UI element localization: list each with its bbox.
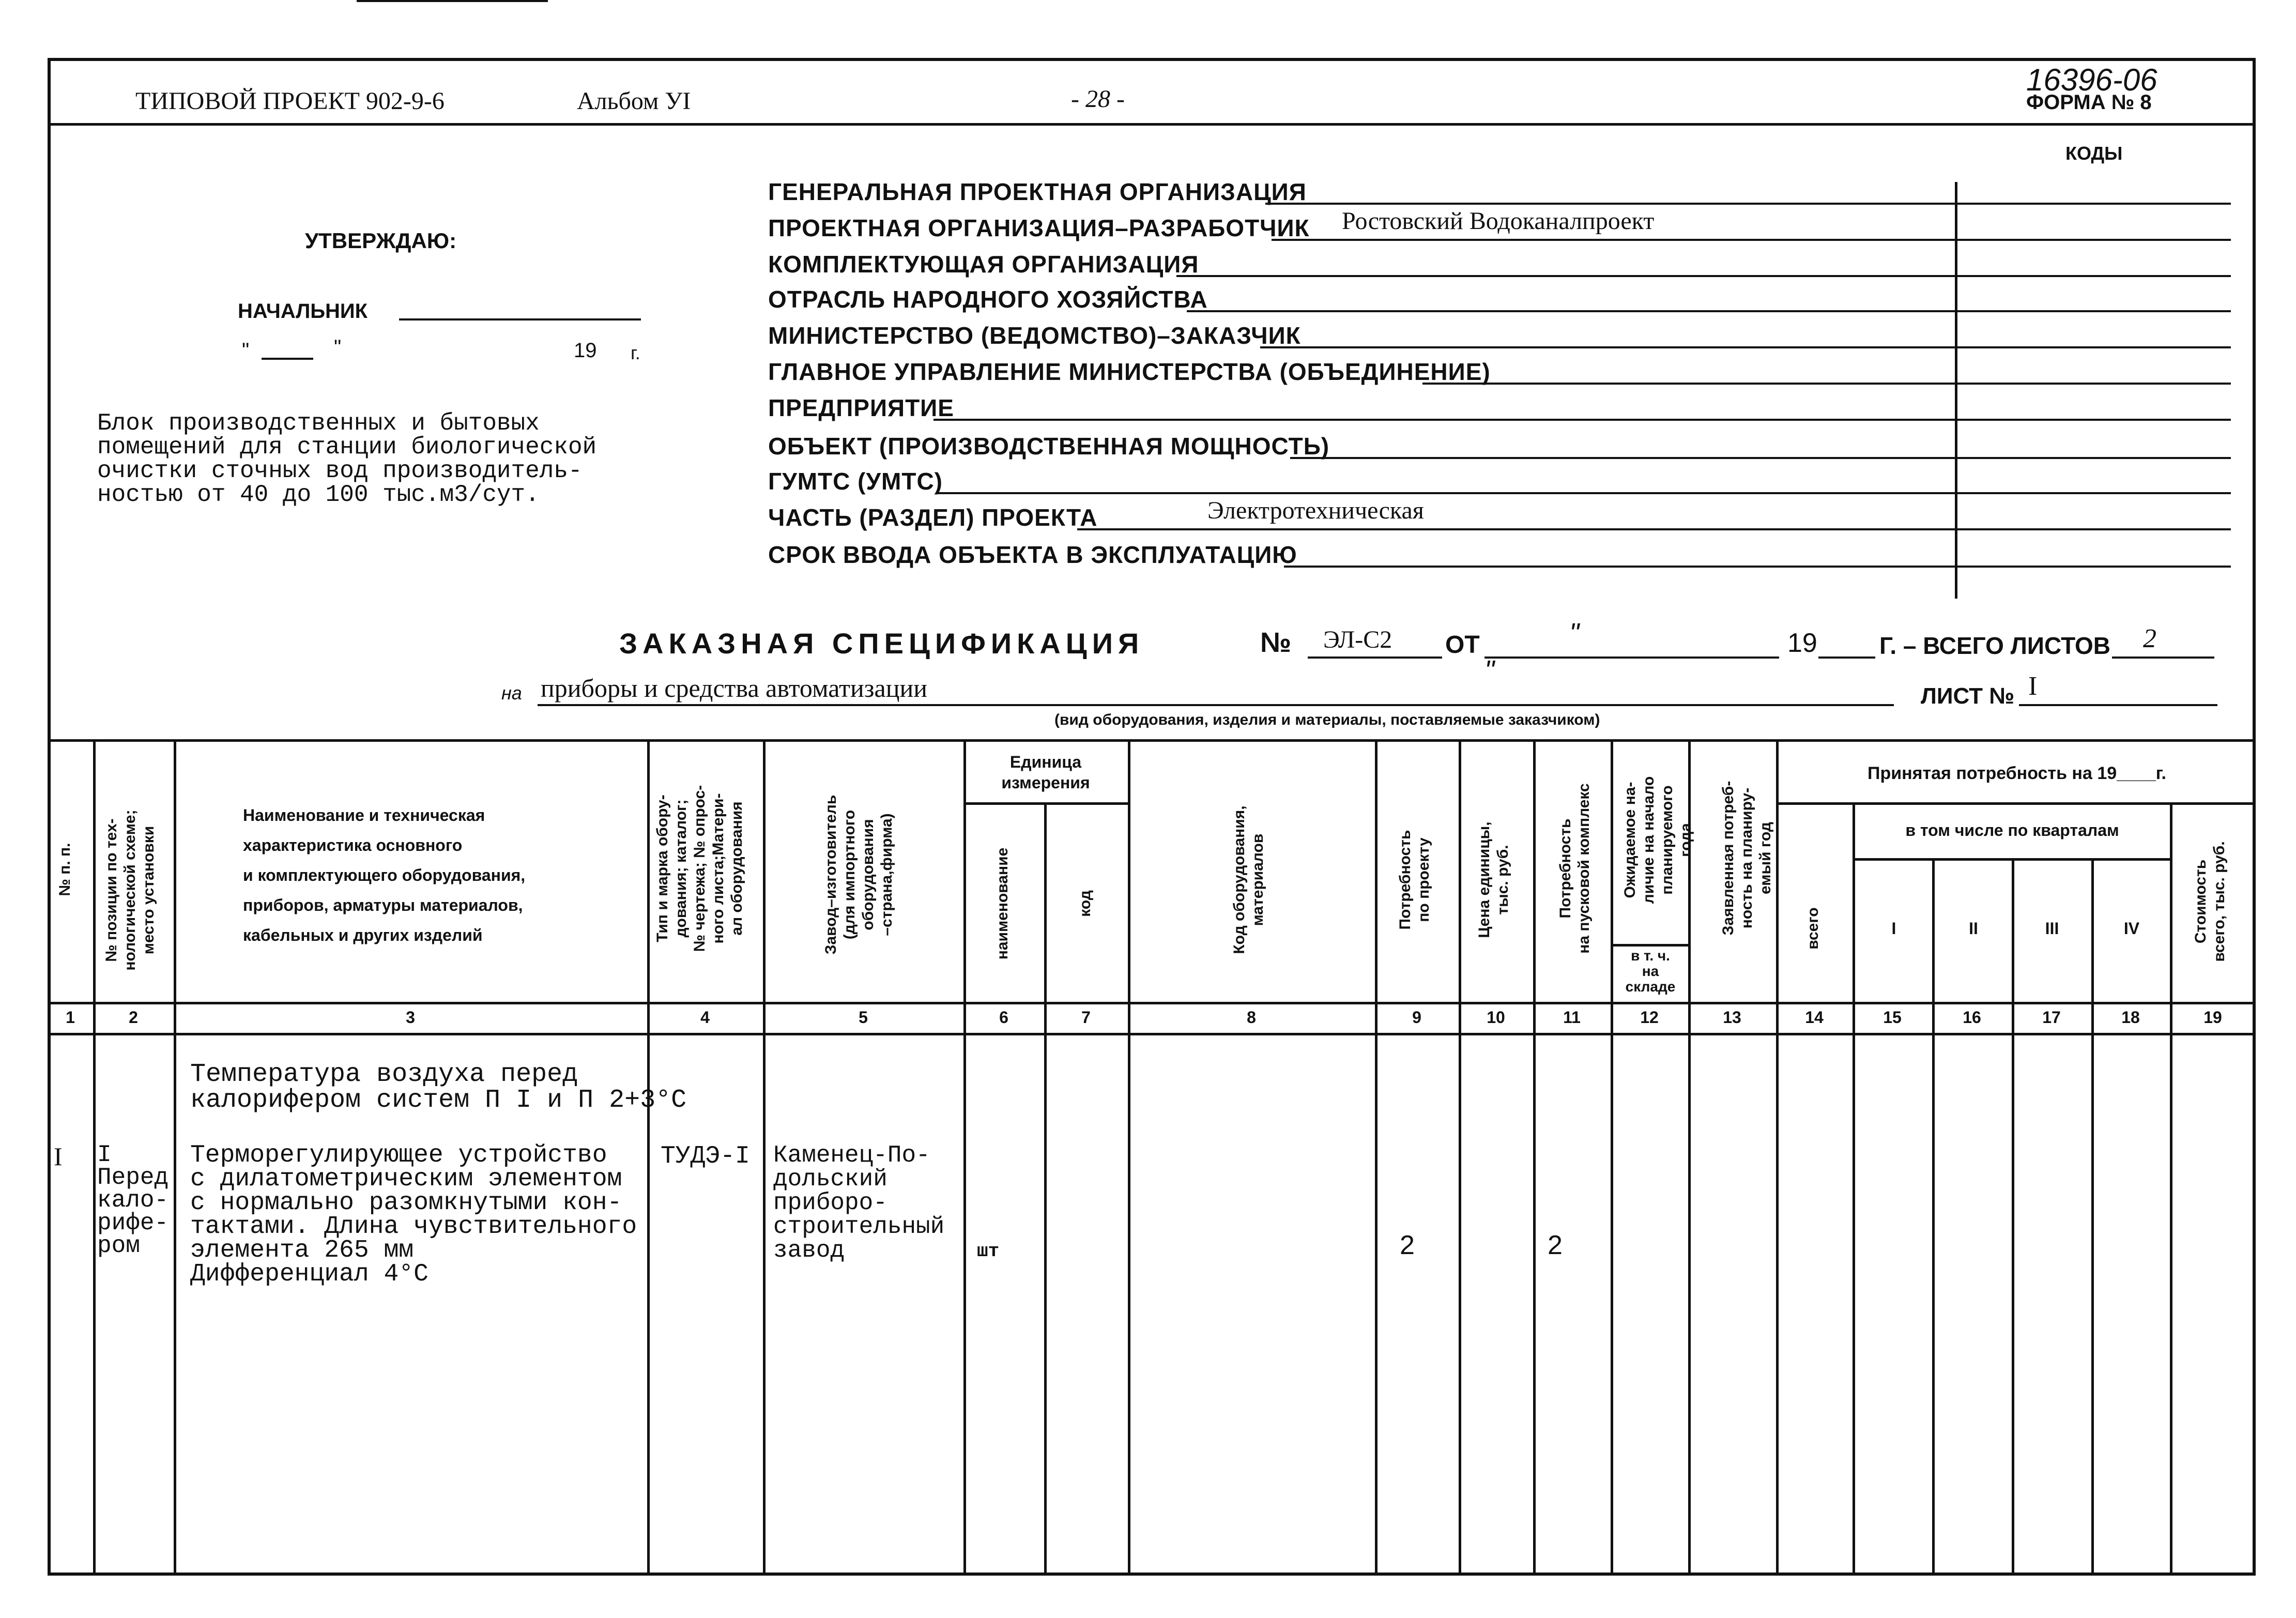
col-line-2 [174, 739, 176, 1576]
spec-number-line [1308, 657, 1442, 659]
field-gumts-line [938, 492, 2231, 494]
col-line-18 [2170, 802, 2172, 1576]
colnum-1: 1 [66, 1008, 75, 1027]
col-line-3 [647, 739, 650, 1576]
row-maker: Каменец-По- дольский приборо- строительный завод [773, 1142, 945, 1264]
header-cost: Стоимость всего, тыс. руб. [2192, 841, 2228, 962]
header-unit-name: наименование [994, 847, 1011, 960]
header-in-stock: в т. ч. на складе [1625, 948, 1676, 995]
spec-subcaption: (вид оборудования, изделия и материалы, поставляемые заказчиком) [1054, 711, 1600, 728]
spec-year: 19 [1787, 628, 1817, 658]
row-need: 2 [1400, 1230, 1415, 1260]
col-line-16 [2012, 858, 2014, 1576]
col-line-10 [1533, 739, 1536, 1576]
field-part-line [1077, 528, 2231, 530]
field-completing-org-label: КОМПЛЕКТУЮЩАЯ ОРГАНИЗАЦИЯ [768, 251, 1199, 278]
album-label: Альбом УI [577, 87, 691, 115]
top-bar-divider [48, 123, 2256, 126]
header-need: Потребность по проекту [1397, 830, 1432, 930]
col-line-9 [1459, 739, 1461, 1576]
col-line-1 [93, 739, 96, 1576]
colnum-14: 14 [1805, 1008, 1824, 1027]
codes-label: КОДЫ [2065, 143, 2123, 164]
spec-number-value: ЭЛ-С2 [1323, 626, 1392, 653]
spec-number-label: № [1260, 627, 1292, 658]
document-number: 16396-06 [2026, 63, 2157, 97]
table-header-bottom [48, 1002, 2256, 1004]
spec-sheet-line [2019, 704, 2217, 706]
spec-total-sheets-line [2112, 657, 2214, 659]
colnum-8: 8 [1247, 1008, 1256, 1027]
field-commissioning-line [1284, 566, 2231, 568]
date-year-suffix: г. [631, 342, 640, 363]
date-month-line [357, 0, 548, 2]
spec-sheet-value: I [2028, 671, 2038, 701]
group-heading: Температура воздуха перед калорифером систем П I и П 2+3°С [190, 1060, 687, 1115]
chief-signature-line [399, 318, 641, 320]
colnum-16: 16 [1963, 1008, 1981, 1027]
row-number: I [54, 1142, 63, 1171]
header-declared: Заявленная потреб- ность на планиру- емый год [1720, 781, 1774, 936]
accepted-header-sub [1776, 802, 2256, 805]
field-object-line [1290, 457, 2231, 459]
field-general-org-label: ГЕНЕРАЛЬНАЯ ПРОЕКТНАЯ ОРГАНИЗАЦИЯ [768, 178, 1307, 205]
spec-from-label: ОТ [1445, 631, 1480, 659]
spec-title: ЗАКАЗНАЯ СПЕЦИФИКАЦИЯ [619, 627, 1144, 660]
row-position: I Перед кало- рифе- ром [97, 1141, 169, 1259]
project-title: ТИПОВОЙ ПРОЕКТ 902-9-6 [135, 87, 445, 115]
field-object-label: ОБЪЕКТ (ПРОИЗВОДСТВЕННАЯ МОЩНОСТЬ) [768, 433, 1330, 460]
table-colnum-bottom [48, 1033, 2256, 1035]
col-line-4 [763, 739, 766, 1576]
col-line-7 [1128, 739, 1130, 1576]
colnum-15: 15 [1883, 1008, 1902, 1027]
field-general-org-line [1265, 203, 2231, 205]
header-position: № позиции по тех- нологической схеме; место установки [103, 810, 157, 971]
header-q4: IV [2123, 919, 2140, 938]
date-quote-close: " [334, 336, 342, 359]
row-type: ТУДЭ-I [661, 1142, 750, 1170]
colnum-6: 6 [999, 1008, 1008, 1027]
field-completing-org-line [1176, 275, 2231, 277]
field-ministry-line [1260, 346, 2231, 348]
col-line-5 [963, 739, 966, 1576]
col-line-11 [1611, 739, 1613, 1576]
field-enterprise-line [933, 419, 2231, 421]
field-developer-org-line [1272, 239, 2231, 241]
col-line-15 [1932, 858, 1935, 1576]
row-unit: шт [977, 1241, 1000, 1262]
spec-date-line [1484, 657, 1779, 659]
colnum-5: 5 [859, 1008, 868, 1027]
row-start-need: 2 [1548, 1230, 1563, 1260]
spec-year-line [1818, 657, 1875, 659]
colnum-12: 12 [1640, 1008, 1659, 1027]
header-q1: I [1891, 919, 1896, 938]
field-enterprise-label: ПРЕДПРИЯТИЕ [768, 394, 954, 421]
header-expected: Ожидаемое на- личие на начало планируемого года [1621, 776, 1694, 904]
header-start-need: Потребность на пусковой комплекс [1557, 783, 1593, 954]
spec-date-quote-close: " [1484, 655, 1495, 686]
colnum-13: 13 [1723, 1008, 1741, 1027]
spec-on-label: на [501, 682, 522, 704]
header-total: всего [1804, 907, 1822, 950]
spec-equipment-line [538, 704, 1894, 706]
header-maker: Завод–изготовитель (для импортного оборудования –страна,фирма) [822, 795, 895, 955]
header-q2: II [1969, 919, 1978, 938]
field-commissioning-label: СРОК ВВОДА ОБЪЕКТА В ЭКСПЛУАТАЦИЮ [768, 541, 1297, 568]
field-industry-label: ОТРАСЛЬ НАРОДНОГО ХОЗЯЙСТВА [768, 286, 1208, 313]
date-quote-open: " [242, 339, 250, 362]
codes-divider [1955, 182, 1957, 599]
object-description: Блок производственных и бытовых помещений для станции биологической очистки сточных вод производитель- ностью от 40 до 100 тыс.м3/сут. [97, 410, 597, 508]
colnum-10: 10 [1487, 1008, 1505, 1027]
col-line-17 [2091, 858, 2094, 1576]
row-name: Терморегулирующее устройство с дилатометрическим элементом с нормально разомкнутыми кон- тактами. Длина чувствительного элемента 265 мм Дифференциал 4°С [190, 1141, 637, 1288]
colnum-17: 17 [2042, 1008, 2061, 1027]
header-accepted: Принятая потребность на 19____г. [1868, 764, 2166, 783]
field-industry-line [1187, 310, 2231, 312]
col-line-14 [1853, 802, 1855, 1576]
approval-label: УТВЕРЖДАЮ: [305, 228, 457, 253]
spec-date-quote-open: " [1569, 618, 1580, 649]
header-quarters: в том числе по кварталам [1905, 821, 2119, 839]
header-type: Тип и марка обору- дования; каталог; № чертежа; № опрос- ного листа;Матери- ал оборудования [654, 785, 745, 952]
field-part-value: Электротехническая [1207, 497, 1424, 524]
colnum-19: 19 [2203, 1008, 2222, 1027]
field-developer-org-value: Ростовский Водоканалпроект [1342, 207, 1655, 235]
colnum-18: 18 [2121, 1008, 2140, 1027]
page-number: - 28 - [1071, 85, 1125, 113]
header-equipment-code: Код оборудования, материалов [1231, 805, 1266, 954]
col-line-8 [1375, 739, 1377, 1576]
header-price: Цена единицы, тыс. руб. [1476, 821, 1511, 938]
header-unit: Единица измерения [1001, 753, 1090, 792]
spec-total-sheets-value: 2 [2143, 624, 2156, 653]
colnum-9: 9 [1412, 1008, 1421, 1027]
spec-total-sheets-label: Г. – ВСЕГО ЛИСТОВ [1879, 632, 2111, 659]
col-line-6 [1044, 802, 1047, 1576]
field-gumts-label: ГУМТС (УМТС) [768, 468, 943, 495]
header-row-number: № п. п. [56, 843, 73, 896]
field-developer-org-label: ПРОЕКТНАЯ ОРГАНИЗАЦИЯ–РАЗРАБОТЧИК [768, 215, 1310, 241]
header-unit-code: код [1077, 890, 1094, 917]
form-number: ФОРМА № 8 [2026, 91, 2152, 114]
colnum-7: 7 [1081, 1008, 1091, 1027]
quarters-header-sub [1853, 858, 2170, 861]
field-ministry-label: МИНИСТЕРСТВО (ВЕДОМСТВО)–ЗАКАЗЧИК [768, 322, 1301, 349]
colnum-2: 2 [129, 1008, 138, 1027]
spec-sheet-label: ЛИСТ № [1921, 683, 2015, 709]
spec-equipment-kind: приборы и средства автоматизации [541, 674, 927, 703]
colnum-11: 11 [1563, 1008, 1581, 1027]
field-part-label: ЧАСТЬ (РАЗДЕЛ) ПРОЕКТА [768, 504, 1098, 531]
header-q3: III [2045, 919, 2059, 938]
field-main-dept-label: ГЛАВНОЕ УПРАВЛЕНИЕ МИНИСТЕРСТВА (ОБЪЕДИНЕНИЕ) [768, 358, 1491, 385]
date-day-line [262, 358, 313, 360]
field-main-dept-line [1422, 383, 2231, 385]
table-top-border [48, 739, 2256, 742]
expected-stock-sub [1611, 944, 1688, 947]
header-name: Наименование и техническая характеристика основного и комплектующего оборудования, приборов, арматуры материалов, кабельных и других изделий [243, 806, 526, 944]
colnum-4: 4 [700, 1008, 710, 1027]
chief-label: НАЧАЛЬНИК [238, 300, 368, 323]
date-year: 19 [574, 339, 597, 362]
colnum-3: 3 [406, 1008, 415, 1027]
